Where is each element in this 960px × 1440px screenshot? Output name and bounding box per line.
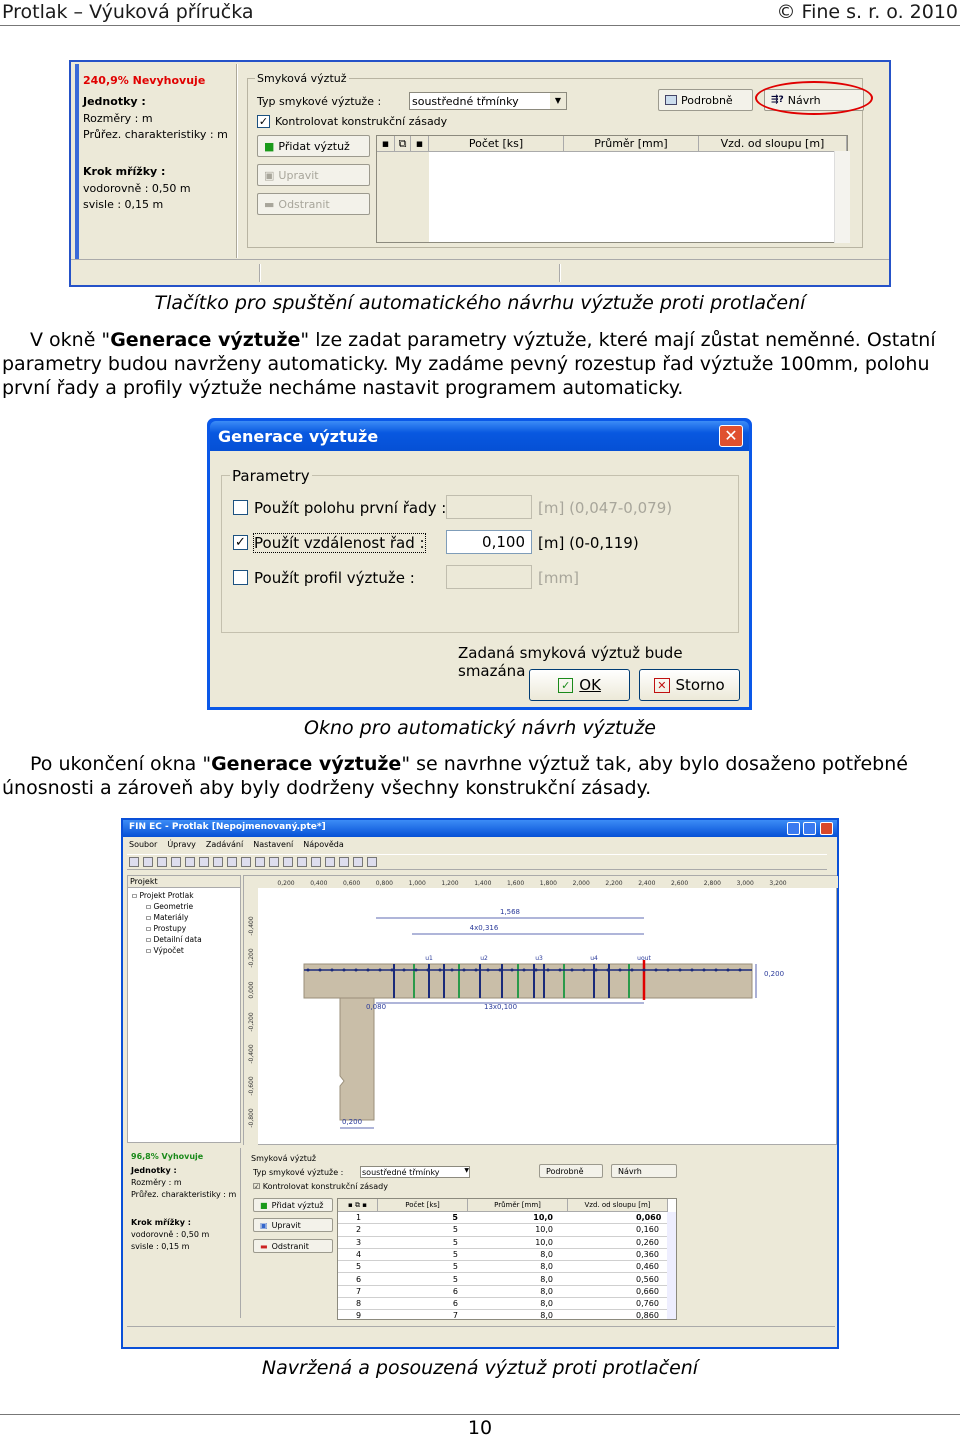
toolbar-tool-icon[interactable] — [213, 857, 223, 867]
edit-icon: ▣ — [264, 168, 275, 182]
add-label: Přidat výztuž — [271, 1200, 324, 1210]
ruler-x-label: 2,400 — [638, 880, 656, 887]
remove-label: Odstranit — [278, 197, 330, 211]
chevron-down-icon[interactable]: ▼ — [464, 1167, 469, 1174]
x-icon: ✕ — [654, 678, 669, 693]
menu-help[interactable]: Nápověda — [303, 840, 344, 849]
toolbar-tool-icon[interactable] — [269, 857, 279, 867]
dim-right: 0,200 — [764, 970, 785, 978]
header-title: Protlak – Výuková příručka — [2, 1, 254, 23]
delete-row-icon[interactable]: ▪ — [411, 136, 429, 152]
toolbar-tool-icon[interactable] — [143, 857, 153, 867]
mesh-title: Krok mřížky : — [131, 1218, 191, 1227]
dim-col: 0,200 — [342, 1118, 363, 1126]
project-tree — [127, 875, 241, 1143]
dialog-title: Generace výztuže — [218, 427, 379, 446]
grid-cell: 8,0 — [540, 1274, 553, 1284]
col-count: Počet [ks] — [429, 136, 564, 152]
rebar-dot — [631, 969, 634, 972]
ruler-x-label: 2,200 — [605, 880, 623, 887]
rebar-dot — [571, 969, 574, 972]
para2-bold: Generace výztuže — [211, 753, 402, 775]
column — [340, 998, 374, 1120]
menu-input[interactable]: Zadávání — [205, 840, 244, 849]
table-row[interactable] — [338, 1224, 668, 1236]
spacing-unit: [m] (0-0,119) — [538, 534, 639, 552]
dim-rows: 13x0,100 — [484, 1003, 518, 1011]
group-title: Smyková výztuž — [257, 72, 347, 85]
rebar-dot — [595, 969, 598, 972]
rebar-dot — [439, 969, 442, 972]
toolbar-tool-icon[interactable] — [241, 857, 251, 867]
col-distance: Vzd. od sloupu [m] — [568, 1199, 668, 1212]
tree-title: Projekt — [128, 876, 240, 888]
tree-item-materials[interactable]: ▫ Materiály — [146, 913, 189, 922]
toolbar-tool-icon[interactable] — [353, 857, 363, 867]
table-row[interactable] — [338, 1310, 668, 1320]
rebar-dot — [355, 969, 358, 972]
rebar-dot — [367, 969, 370, 972]
plus-icon: ■ — [264, 139, 275, 153]
rebar-dot — [739, 969, 742, 972]
perimeter-label: u4 — [590, 955, 598, 962]
tree-item-details[interactable]: ▫ Detailní data — [146, 935, 202, 944]
grid-cell: 0,660 — [636, 1286, 659, 1296]
rebar-dot — [307, 969, 310, 972]
remove-label: Odstranit — [271, 1241, 309, 1251]
tree-item-openings[interactable]: ▫ Prostupy — [146, 924, 187, 933]
status-ok: 96,8% Vyhovuje — [131, 1152, 204, 1161]
grid-cell: 0,860 — [636, 1311, 659, 1320]
ok-button[interactable] — [529, 669, 630, 701]
grid-cell: 2 — [356, 1225, 362, 1235]
rebar-dot — [499, 969, 502, 972]
footer-rule — [0, 1414, 960, 1415]
table-row[interactable] — [338, 1212, 668, 1224]
toolbar-tool-icon[interactable] — [367, 857, 377, 867]
grid-cell: 0,460 — [636, 1262, 659, 1272]
tree-list — [132, 890, 202, 956]
paragraph-1 — [2, 328, 958, 400]
rebar-dot — [331, 969, 334, 972]
edit-button[interactable] — [257, 164, 370, 186]
rebar-dot — [583, 969, 586, 972]
grid-cell: 8,0 — [540, 1299, 553, 1309]
mesh-v: svisle : 0,15 m — [131, 1242, 190, 1251]
grid-cell: 3 — [356, 1237, 362, 1247]
cancel-label: Storno — [675, 676, 725, 694]
type-label: Typ smykové výztuže : — [257, 95, 382, 108]
ruler-y-label: -0,400 — [248, 916, 255, 936]
menu-edit[interactable]: Úpravy — [167, 840, 196, 849]
generate-dialog — [207, 418, 752, 710]
page-header — [0, 0, 960, 26]
profile-unit: [mm] — [538, 569, 579, 587]
grid-cell: 5 — [452, 1249, 458, 1259]
app-title: FIN EC - Protlak [Nepojmenovaný.pte*] — [129, 822, 326, 832]
spacing-label: Použít vzdálenost řad : — [254, 534, 425, 552]
caption-1: Tlačítko pro spuštění automatického návrhu výztuže proti protlačení — [154, 292, 806, 314]
rebar-dot — [319, 969, 322, 972]
rebar-dot — [607, 969, 610, 972]
maximize-icon[interactable] — [803, 822, 816, 835]
grid-cell: 0,160 — [636, 1225, 659, 1235]
add-reinforcement-button[interactable]: ■ Přidat výztuž — [253, 1198, 333, 1212]
remove-button[interactable] — [257, 193, 370, 215]
copy-icon[interactable]: ⧉ — [395, 136, 411, 152]
add-label: Přidat výztuž — [278, 139, 350, 153]
menu-file[interactable]: Soubor — [129, 840, 158, 849]
remove-icon: ▬ — [264, 197, 275, 211]
group-title: Smyková výztuž — [251, 1154, 317, 1163]
col-count: Počet [ks] — [378, 1199, 468, 1212]
ruler-y-label: 0,000 — [248, 981, 255, 999]
ruler-y-label: -0,200 — [248, 948, 255, 968]
rebar-dot — [391, 969, 394, 972]
ruler-x-label: 0,400 — [310, 880, 328, 887]
col-diameter: Průměr [mm] — [468, 1199, 568, 1212]
spacing-checkbox[interactable]: ✓ — [233, 535, 248, 550]
perimeter-label: u1 — [425, 955, 433, 962]
info-panel — [79, 64, 236, 256]
units-sec: Průřez. charakteristiky : m — [131, 1190, 237, 1199]
ruler-x-label: 2,600 — [671, 880, 689, 887]
grid-cell: 0,060 — [636, 1213, 662, 1222]
tree-item-calc[interactable]: ▫ Výpočet — [146, 946, 184, 955]
grid-cell: 5 — [452, 1225, 458, 1235]
ruler-x-label: 0,800 — [375, 880, 393, 887]
row-add-icon[interactable]: ▪ — [377, 136, 395, 152]
rebar-dot — [619, 969, 622, 972]
toolbar-tool-icon[interactable] — [171, 857, 181, 867]
highlight-ellipse — [755, 81, 873, 115]
rebar-dot — [655, 969, 658, 972]
toolbar — [127, 854, 827, 870]
first-row-label: Použít polohu první řady : — [254, 499, 447, 517]
check-rules-label: Kontrolovat konstrukční zásady — [275, 115, 448, 128]
dim-sub: 4x0,316 — [469, 924, 499, 932]
para1-post: " lze zadat parametry výztuže, které mají zůstat neměnné. Ostatní parametry budou navrženy automaticky. My zadáme pevný rozestup řad výztuže 100mm, polohu první řady a profily výztuže necháme nastavit programem automaticky. — [2, 329, 936, 399]
minimize-icon[interactable] — [787, 822, 800, 835]
caption-2: Okno pro automatický návrh výztuže — [303, 717, 656, 739]
menu-settings[interactable]: Nastavení — [253, 840, 294, 849]
details-button[interactable] — [658, 89, 753, 111]
toolbar-tool-icon[interactable] — [129, 857, 139, 867]
add-reinforcement-button[interactable] — [257, 135, 370, 157]
table-row[interactable] — [338, 1298, 668, 1310]
check-rules-checkbox[interactable]: ✓ — [258, 115, 269, 128]
grid-cell: 5 — [452, 1237, 458, 1247]
ruler-x-label: 3,200 — [769, 880, 787, 887]
units-sec: Průřez. charakteristiky : m — [83, 128, 228, 141]
grid-cell: 0,260 — [636, 1237, 659, 1247]
grid-cell: 5 — [452, 1262, 458, 1272]
ruler-y-label: -0,800 — [248, 1108, 255, 1128]
drawing-area[interactable] — [243, 875, 837, 1145]
grid-cell: 4 — [356, 1249, 362, 1259]
design-label: Návrh — [618, 1166, 642, 1176]
ruler-y-label: -0,200 — [248, 1012, 255, 1032]
grid-cell: 10,0 — [535, 1225, 553, 1235]
ruler-y-label: -0,600 — [248, 1076, 255, 1096]
rebar-dot — [487, 969, 490, 972]
details-label: Podrobně — [681, 93, 733, 107]
mesh-h: vodorovně : 0,50 m — [83, 182, 191, 195]
screenshot-shear-panel — [69, 60, 891, 287]
check-rules[interactable]: ☑ Kontrolovat konstrukční zásady — [253, 1182, 388, 1191]
dim-total: 1,568 — [499, 908, 521, 916]
dim-left: 0,080 — [366, 1003, 387, 1011]
rebar-dot — [427, 969, 430, 972]
profile-input[interactable] — [446, 565, 532, 589]
units-title: Jednotky : — [131, 1166, 177, 1175]
app-window — [121, 818, 839, 1349]
row-header-area — [377, 152, 429, 242]
grid-cell: 8,0 — [540, 1249, 553, 1259]
toolbar-tool-icon[interactable] — [185, 857, 195, 867]
app-titlebar — [123, 820, 837, 837]
paragraph-2 — [2, 752, 958, 800]
rebar-dot — [343, 969, 346, 972]
grid-cell: 10,0 — [533, 1213, 553, 1222]
details-icon — [665, 95, 677, 105]
rebar-dot — [679, 969, 682, 972]
close-icon[interactable]: ✕ — [719, 425, 743, 447]
edit-button[interactable]: ▣ Upravit — [253, 1218, 333, 1232]
rebar-dot — [667, 969, 670, 972]
design-button[interactable] — [611, 1164, 677, 1178]
caption-3: Navržená a posouzená výztuž proti protlačení — [261, 1357, 699, 1379]
table-row[interactable] — [338, 1261, 668, 1273]
header-copyright: © Fine s. r. o. 2010 — [776, 1, 958, 23]
rebar-dot — [451, 969, 454, 972]
units-title: Jednotky : — [83, 95, 146, 108]
para2-pre: Po ukončení okna " — [30, 753, 212, 775]
para1-bold: Generace výztuže — [110, 329, 301, 351]
rebar-dot — [727, 969, 730, 972]
reinforcement-table — [376, 135, 848, 243]
remove-button[interactable]: ▬ Odstranit — [253, 1239, 333, 1253]
type-select[interactable] — [409, 92, 567, 110]
rebar-dot — [715, 969, 718, 972]
type-label: Typ smykové výztuže : — [253, 1168, 344, 1177]
perimeter-label: u2 — [480, 955, 488, 962]
type-select[interactable] — [360, 1166, 470, 1178]
profile-checkbox[interactable] — [233, 570, 248, 585]
edit-label: Upravit — [271, 1220, 301, 1230]
grid-cell: 8,0 — [540, 1262, 553, 1272]
grid-cell: 0,760 — [636, 1299, 659, 1309]
table-row[interactable] — [338, 1249, 668, 1261]
grid-cell: 6 — [452, 1286, 458, 1296]
cancel-button[interactable] — [639, 669, 740, 701]
divider — [236, 64, 238, 258]
rebar-dot — [643, 969, 646, 972]
mesh-h: vodorovně : 0,50 m — [131, 1230, 210, 1239]
type-value: soustředné třmínky — [412, 95, 519, 108]
ruler-x-label: 1,000 — [408, 880, 426, 887]
menu-bar — [129, 840, 344, 849]
close-icon[interactable] — [820, 822, 833, 835]
table-row[interactable] — [338, 1274, 668, 1286]
slab — [304, 964, 752, 998]
drawing-svg — [244, 876, 838, 1146]
grid-cell: 10,0 — [535, 1237, 553, 1247]
ruler-x-label: 0,200 — [277, 880, 295, 887]
toolbar-tool-icon[interactable] — [339, 857, 349, 867]
col-distance: Vzd. od sloupu [m] — [699, 136, 847, 152]
toolbar-tool-icon[interactable] — [199, 857, 209, 867]
grid-cell: 7 — [356, 1286, 362, 1296]
ruler-x-label: 0,600 — [343, 880, 361, 887]
first-row-unit: [m] (0,047-0,079) — [538, 499, 673, 517]
units-dim: Rozměry : m — [83, 112, 153, 125]
rebar-dot — [511, 969, 514, 972]
toolbar-tool-icon[interactable] — [325, 857, 335, 867]
page-number: 10 — [467, 1417, 493, 1439]
dialog-body — [210, 451, 749, 707]
rebar-dot — [535, 969, 538, 972]
col-diameter: Průměr [mm] — [564, 136, 699, 152]
grid-cell: 8 — [356, 1299, 362, 1309]
reinforcement-grid — [337, 1198, 677, 1320]
params-title: Parametry — [232, 467, 310, 485]
mesh-v: svisle : 0,15 m — [83, 198, 164, 211]
toolbar-tool-icon[interactable] — [297, 857, 307, 867]
grid-cell: 5 — [452, 1274, 458, 1284]
para1-pre: V okně " — [30, 329, 111, 351]
tree-root[interactable]: ▫ Projekt Protlak — [132, 891, 194, 900]
toolbar-tool-icon[interactable] — [157, 857, 167, 867]
grid-cell: 5 — [356, 1262, 362, 1272]
units-dim: Rozměry : m — [131, 1178, 182, 1187]
bottom-status — [71, 259, 889, 285]
ruler-y-label: -0,400 — [248, 1044, 255, 1064]
rebar-dot — [475, 969, 478, 972]
rebar-dot — [691, 969, 694, 972]
bottom-panel — [127, 1148, 835, 1328]
details-button[interactable] — [539, 1164, 603, 1178]
type-value: soustředné třmínky — [362, 1168, 440, 1177]
grid-cell: 0,360 — [636, 1249, 659, 1259]
toolbar-tool-icon[interactable] — [227, 857, 237, 867]
ruler-x-label: 2,800 — [703, 880, 721, 887]
tree-item-geometry[interactable]: ▫ Geometrie — [146, 902, 194, 911]
grid-cell: 7 — [452, 1311, 458, 1320]
rebar-dot — [703, 969, 706, 972]
spacing-input[interactable]: 0,100 — [446, 530, 532, 554]
dialog-titlebar — [210, 421, 749, 451]
rebar-dot — [463, 969, 466, 972]
rebar-dot — [523, 969, 526, 972]
rebar-dot — [415, 969, 418, 972]
toolbar-tool-icon[interactable] — [311, 857, 321, 867]
ruler-x-label: 1,200 — [441, 880, 459, 887]
grid-cell: 1 — [356, 1213, 362, 1222]
perimeter-label: u3 — [535, 955, 543, 962]
ok-label: OK — [579, 676, 601, 694]
grid-tools[interactable]: ▪ ⧉ ▪ — [338, 1199, 378, 1212]
ruler-x-label: 1,600 — [507, 880, 525, 887]
ruler-x-label: 3,000 — [736, 880, 754, 887]
grid-cell: 6 — [356, 1274, 362, 1284]
para2-post: " se navrhne výztuž tak, aby bylo dosaženo potřebné únosnosti a zároveň aby byly dodrženy všechny konstrukční zásady. — [2, 753, 908, 799]
delete-warning: Zadaná smyková výztuž bude smazána — [458, 644, 683, 680]
mesh-title: Krok mřížky : — [83, 165, 166, 178]
grid-cell: 9 — [356, 1311, 362, 1320]
chevron-down-icon[interactable]: ▼ — [550, 93, 566, 109]
first-row-input[interactable] — [446, 495, 532, 519]
grid-cell: 5 — [452, 1213, 458, 1222]
ruler-x-label: 1,400 — [474, 880, 492, 887]
checkmark-icon: ✓ — [558, 678, 573, 693]
ruler-x-label: 1,800 — [539, 880, 557, 887]
table-row[interactable] — [338, 1286, 668, 1298]
details-label: Podrobně — [546, 1166, 584, 1176]
rebar-dot — [547, 969, 550, 972]
toolbar-tool-icon[interactable] — [283, 857, 293, 867]
grid-scrollbar[interactable] — [667, 1212, 676, 1320]
design-label: Návrh — [787, 93, 821, 107]
ruler-x-label: 2,000 — [572, 880, 590, 887]
grid-cell: 8,0 — [540, 1311, 553, 1320]
rebar-dot — [379, 969, 382, 972]
grid-cell: 0,560 — [636, 1274, 659, 1284]
perimeter-label: uout — [637, 955, 651, 962]
status-label: 240,9% Nevyhovuje — [83, 74, 206, 87]
first-row-checkbox[interactable] — [233, 500, 248, 515]
rebar-dot — [403, 969, 406, 972]
grid-cell: 8,0 — [540, 1286, 553, 1296]
toolbar-tool-icon[interactable] — [255, 857, 265, 867]
edit-label: Upravit — [278, 168, 319, 182]
design-icon: ⇶? — [771, 95, 784, 105]
table-scrollbar[interactable] — [834, 151, 850, 243]
grid-cell: 6 — [452, 1299, 458, 1309]
table-row[interactable] — [338, 1237, 668, 1249]
rebar-dot — [559, 969, 562, 972]
profile-label: Použít profil výztuže : — [254, 569, 415, 587]
